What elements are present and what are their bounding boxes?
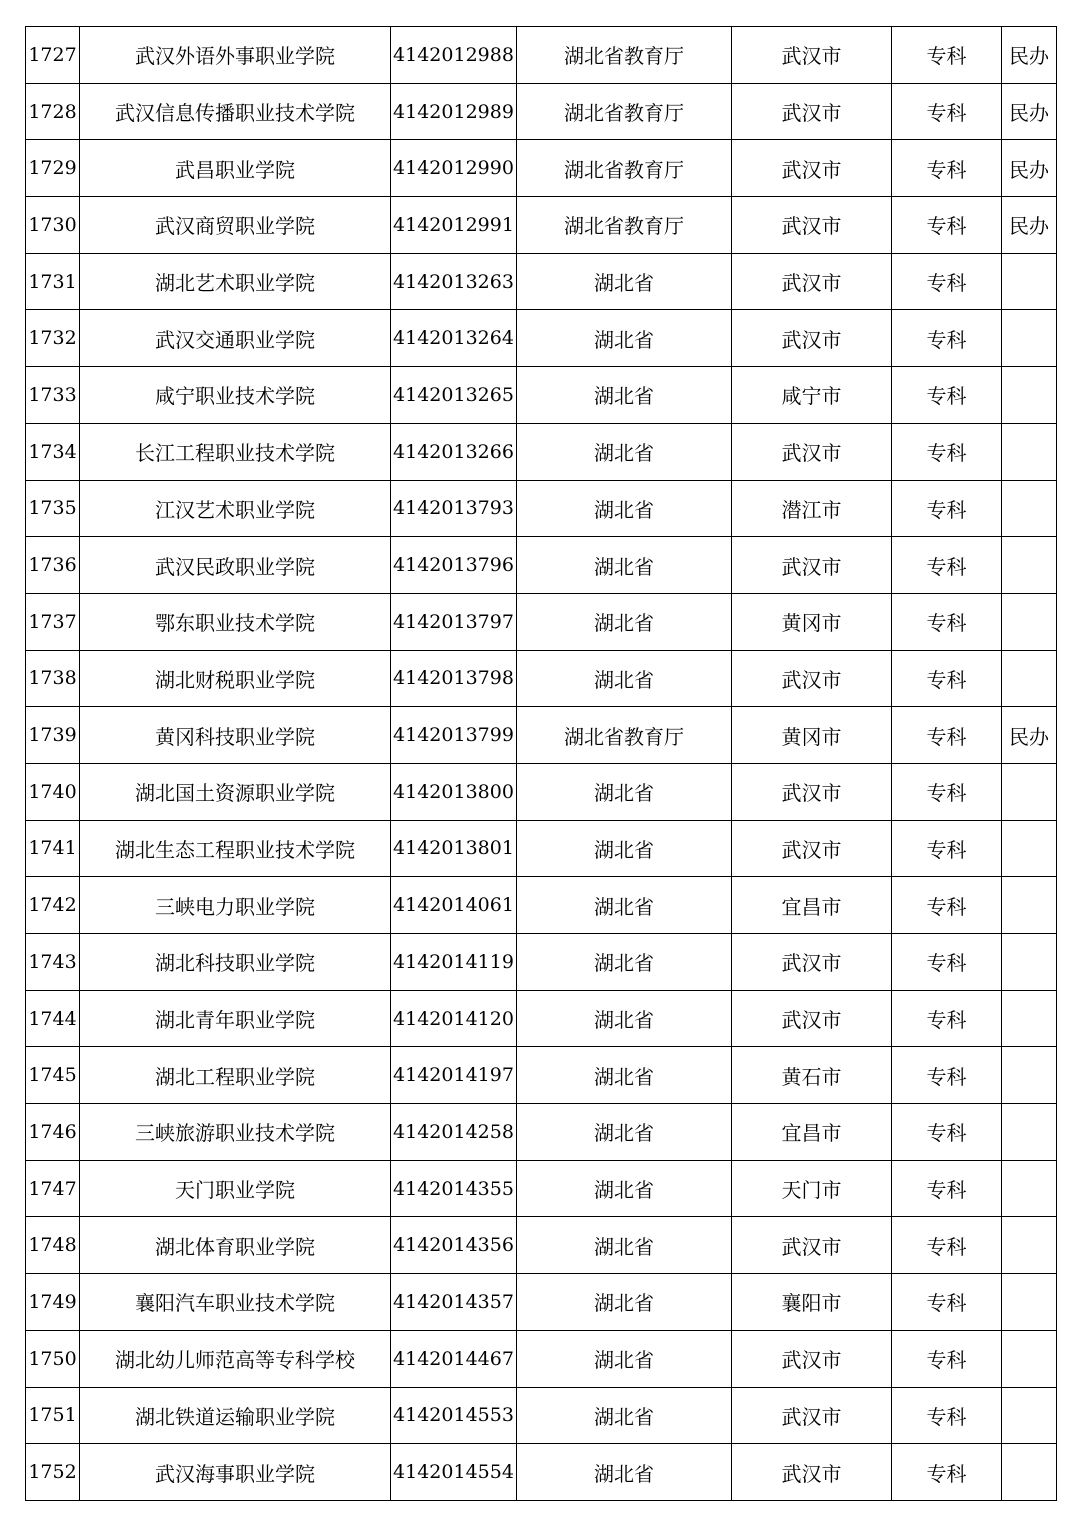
- city-cell: 黄冈市: [732, 707, 892, 764]
- city-cell: 武汉市: [732, 934, 892, 991]
- note-cell: [1002, 1104, 1057, 1161]
- institution-code-cell: 4142013263: [391, 253, 517, 310]
- city-cell: 武汉市: [732, 820, 892, 877]
- table-row: [26, 1104, 1057, 1161]
- level-cell: 专科: [892, 310, 1002, 367]
- institution-name-cell: 三峡旅游职业技术学院: [80, 1104, 391, 1161]
- table-row: [26, 367, 1057, 424]
- city-cell: 宜昌市: [732, 877, 892, 934]
- city-cell: 武汉市: [732, 310, 892, 367]
- row-number-cell: 1732: [26, 310, 80, 367]
- level-cell: 专科: [892, 593, 1002, 650]
- authority-cell: 湖北省: [517, 1217, 732, 1274]
- institution-code-cell: 4142014553: [391, 1387, 517, 1444]
- note-cell: [1002, 367, 1057, 424]
- row-number-cell: 1744: [26, 990, 80, 1047]
- note-cell: [1002, 650, 1057, 707]
- table-row: [26, 1330, 1057, 1387]
- table-row: [26, 423, 1057, 480]
- note-cell: [1002, 1444, 1057, 1501]
- institution-name-cell: 湖北体育职业学院: [80, 1217, 391, 1274]
- institution-code-cell: 4142012988: [391, 27, 517, 84]
- row-number-cell: 1734: [26, 423, 80, 480]
- level-cell: 专科: [892, 763, 1002, 820]
- institution-code-cell: 4142014119: [391, 934, 517, 991]
- note-cell: 民办: [1002, 707, 1057, 764]
- row-number-cell: 1752: [26, 1444, 80, 1501]
- institution-code-cell: 4142013801: [391, 820, 517, 877]
- institution-name-cell: 湖北铁道运输职业学院: [80, 1387, 391, 1444]
- city-cell: 武汉市: [732, 197, 892, 254]
- institution-name-cell: 鄂东职业技术学院: [80, 593, 391, 650]
- note-cell: [1002, 934, 1057, 991]
- authority-cell: 湖北省: [517, 990, 732, 1047]
- institution-name-cell: 黄冈科技职业学院: [80, 707, 391, 764]
- institution-code-cell: 4142013798: [391, 650, 517, 707]
- institution-name-cell: 湖北财税职业学院: [80, 650, 391, 707]
- institution-code-cell: 4142013265: [391, 367, 517, 424]
- level-cell: 专科: [892, 1047, 1002, 1104]
- city-cell: 武汉市: [732, 140, 892, 197]
- authority-cell: 湖北省教育厅: [517, 140, 732, 197]
- city-cell: 黄石市: [732, 1047, 892, 1104]
- authority-cell: 湖北省: [517, 1047, 732, 1104]
- city-cell: 武汉市: [732, 1387, 892, 1444]
- row-number-cell: 1746: [26, 1104, 80, 1161]
- row-number-cell: 1728: [26, 83, 80, 140]
- institution-code-cell: 4142013799: [391, 707, 517, 764]
- city-cell: 武汉市: [732, 537, 892, 594]
- city-cell: 武汉市: [732, 990, 892, 1047]
- note-cell: 民办: [1002, 83, 1057, 140]
- institution-name-cell: 武汉交通职业学院: [80, 310, 391, 367]
- authority-cell: 湖北省: [517, 820, 732, 877]
- row-number-cell: 1741: [26, 820, 80, 877]
- row-number-cell: 1749: [26, 1274, 80, 1331]
- authority-cell: 湖北省: [517, 1330, 732, 1387]
- table-row: [26, 877, 1057, 934]
- city-cell: 宜昌市: [732, 1104, 892, 1161]
- row-number-cell: 1738: [26, 650, 80, 707]
- institution-name-cell: 湖北工程职业学院: [80, 1047, 391, 1104]
- city-cell: 黄冈市: [732, 593, 892, 650]
- institution-name-cell: 武汉海事职业学院: [80, 1444, 391, 1501]
- city-cell: 武汉市: [732, 27, 892, 84]
- institution-name-cell: 湖北幼儿师范高等专科学校: [80, 1330, 391, 1387]
- row-number-cell: 1743: [26, 934, 80, 991]
- note-cell: [1002, 990, 1057, 1047]
- institution-name-cell: 天门职业学院: [80, 1160, 391, 1217]
- row-number-cell: 1739: [26, 707, 80, 764]
- city-cell: 武汉市: [732, 1444, 892, 1501]
- institution-name-cell: 湖北青年职业学院: [80, 990, 391, 1047]
- note-cell: [1002, 1160, 1057, 1217]
- level-cell: 专科: [892, 1217, 1002, 1274]
- institution-name-cell: 湖北生态工程职业技术学院: [80, 820, 391, 877]
- row-number-cell: 1740: [26, 763, 80, 820]
- authority-cell: 湖北省: [517, 1160, 732, 1217]
- authority-cell: 湖北省: [517, 537, 732, 594]
- institution-name-cell: 江汉艺术职业学院: [80, 480, 391, 537]
- institution-code-cell: 4142014197: [391, 1047, 517, 1104]
- note-cell: [1002, 820, 1057, 877]
- authority-cell: 湖北省教育厅: [517, 27, 732, 84]
- institution-name-cell: 襄阳汽车职业技术学院: [80, 1274, 391, 1331]
- table-row: [26, 763, 1057, 820]
- level-cell: 专科: [892, 820, 1002, 877]
- level-cell: 专科: [892, 1104, 1002, 1161]
- institution-name-cell: 湖北国土资源职业学院: [80, 763, 391, 820]
- institution-name-cell: 咸宁职业技术学院: [80, 367, 391, 424]
- institution-code-cell: 4142013793: [391, 480, 517, 537]
- authority-cell: 湖北省: [517, 763, 732, 820]
- institution-name-cell: 武汉商贸职业学院: [80, 197, 391, 254]
- level-cell: 专科: [892, 83, 1002, 140]
- institution-name-cell: 湖北科技职业学院: [80, 934, 391, 991]
- authority-cell: 湖北省教育厅: [517, 707, 732, 764]
- note-cell: [1002, 1274, 1057, 1331]
- institution-code-cell: 4142013266: [391, 423, 517, 480]
- table-row: [26, 27, 1057, 84]
- note-cell: [1002, 423, 1057, 480]
- row-number-cell: 1736: [26, 537, 80, 594]
- table-row: [26, 253, 1057, 310]
- row-number-cell: 1748: [26, 1217, 80, 1274]
- level-cell: 专科: [892, 934, 1002, 991]
- institution-name-cell: 武汉外语外事职业学院: [80, 27, 391, 84]
- institution-code-cell: 4142014554: [391, 1444, 517, 1501]
- authority-cell: 湖北省: [517, 253, 732, 310]
- authority-cell: 湖北省: [517, 877, 732, 934]
- row-number-cell: 1727: [26, 27, 80, 84]
- row-number-cell: 1750: [26, 1330, 80, 1387]
- note-cell: [1002, 1387, 1057, 1444]
- level-cell: 专科: [892, 367, 1002, 424]
- authority-cell: 湖北省: [517, 1274, 732, 1331]
- table-row: [26, 820, 1057, 877]
- authority-cell: 湖北省: [517, 310, 732, 367]
- level-cell: 专科: [892, 253, 1002, 310]
- city-cell: 武汉市: [732, 1217, 892, 1274]
- institution-name-cell: 长江工程职业技术学院: [80, 423, 391, 480]
- institution-name-cell: 湖北艺术职业学院: [80, 253, 391, 310]
- institution-code-cell: 4142014120: [391, 990, 517, 1047]
- table-row: [26, 990, 1057, 1047]
- authority-cell: 湖北省: [517, 1104, 732, 1161]
- authority-cell: 湖北省: [517, 1444, 732, 1501]
- level-cell: 专科: [892, 990, 1002, 1047]
- institution-code-cell: 4142013797: [391, 593, 517, 650]
- row-number-cell: 1729: [26, 140, 80, 197]
- authority-cell: 湖北省: [517, 1387, 732, 1444]
- note-cell: [1002, 877, 1057, 934]
- note-cell: 民办: [1002, 27, 1057, 84]
- institution-code-cell: 4142013800: [391, 763, 517, 820]
- level-cell: 专科: [892, 1330, 1002, 1387]
- row-number-cell: 1737: [26, 593, 80, 650]
- table-row: [26, 650, 1057, 707]
- level-cell: 专科: [892, 650, 1002, 707]
- city-cell: 武汉市: [732, 650, 892, 707]
- institution-code-cell: 4142013796: [391, 537, 517, 594]
- authority-cell: 湖北省: [517, 650, 732, 707]
- table-row: [26, 1274, 1057, 1331]
- table-row: [26, 707, 1057, 764]
- note-cell: [1002, 763, 1057, 820]
- city-cell: 潜江市: [732, 480, 892, 537]
- table-row: [26, 934, 1057, 991]
- table-row: [26, 1047, 1057, 1104]
- institution-name-cell: 武昌职业学院: [80, 140, 391, 197]
- level-cell: 专科: [892, 423, 1002, 480]
- table-row: [26, 1217, 1057, 1274]
- institution-name-cell: 武汉民政职业学院: [80, 537, 391, 594]
- table-row: [26, 310, 1057, 367]
- table-row: [26, 537, 1057, 594]
- note-cell: [1002, 1330, 1057, 1387]
- note-cell: [1002, 1217, 1057, 1274]
- level-cell: 专科: [892, 140, 1002, 197]
- city-cell: 武汉市: [732, 1330, 892, 1387]
- row-number-cell: 1751: [26, 1387, 80, 1444]
- institution-code-cell: 4142014061: [391, 877, 517, 934]
- table-row: [26, 83, 1057, 140]
- note-cell: [1002, 1047, 1057, 1104]
- level-cell: 专科: [892, 27, 1002, 84]
- city-cell: 武汉市: [732, 83, 892, 140]
- institution-code-cell: 4142012989: [391, 83, 517, 140]
- level-cell: 专科: [892, 1274, 1002, 1331]
- level-cell: 专科: [892, 480, 1002, 537]
- city-cell: 咸宁市: [732, 367, 892, 424]
- note-cell: [1002, 253, 1057, 310]
- institution-code-cell: 4142014467: [391, 1330, 517, 1387]
- authority-cell: 湖北省: [517, 367, 732, 424]
- table-row: [26, 593, 1057, 650]
- institution-code-cell: 4142014356: [391, 1217, 517, 1274]
- table-row: [26, 480, 1057, 537]
- table-row: [26, 140, 1057, 197]
- city-cell: 武汉市: [732, 763, 892, 820]
- authority-cell: 湖北省教育厅: [517, 83, 732, 140]
- row-number-cell: 1731: [26, 253, 80, 310]
- institution-code-cell: 4142012991: [391, 197, 517, 254]
- table-row: [26, 197, 1057, 254]
- institution-code-cell: 4142013264: [391, 310, 517, 367]
- institution-name-cell: 三峡电力职业学院: [80, 877, 391, 934]
- level-cell: 专科: [892, 707, 1002, 764]
- institution-code-cell: 4142014355: [391, 1160, 517, 1217]
- level-cell: 专科: [892, 537, 1002, 594]
- institution-name-cell: 武汉信息传播职业技术学院: [80, 83, 391, 140]
- note-cell: [1002, 310, 1057, 367]
- note-cell: 民办: [1002, 197, 1057, 254]
- row-number-cell: 1745: [26, 1047, 80, 1104]
- level-cell: 专科: [892, 1444, 1002, 1501]
- row-number-cell: 1735: [26, 480, 80, 537]
- table-row: [26, 1387, 1057, 1444]
- row-number-cell: 1747: [26, 1160, 80, 1217]
- institution-code-cell: 4142014258: [391, 1104, 517, 1161]
- city-cell: 天门市: [732, 1160, 892, 1217]
- institution-table: [25, 26, 1057, 1501]
- authority-cell: 湖北省教育厅: [517, 197, 732, 254]
- note-cell: 民办: [1002, 140, 1057, 197]
- level-cell: 专科: [892, 877, 1002, 934]
- row-number-cell: 1742: [26, 877, 80, 934]
- authority-cell: 湖北省: [517, 934, 732, 991]
- table-row: [26, 1444, 1057, 1501]
- note-cell: [1002, 537, 1057, 594]
- table-row: [26, 1160, 1057, 1217]
- authority-cell: 湖北省: [517, 593, 732, 650]
- authority-cell: 湖北省: [517, 480, 732, 537]
- level-cell: 专科: [892, 1387, 1002, 1444]
- note-cell: [1002, 480, 1057, 537]
- city-cell: 襄阳市: [732, 1274, 892, 1331]
- authority-cell: 湖北省: [517, 423, 732, 480]
- row-number-cell: 1733: [26, 367, 80, 424]
- institution-code-cell: 4142012990: [391, 140, 517, 197]
- level-cell: 专科: [892, 197, 1002, 254]
- table-body: [26, 27, 1057, 1501]
- level-cell: 专科: [892, 1160, 1002, 1217]
- city-cell: 武汉市: [732, 423, 892, 480]
- note-cell: [1002, 593, 1057, 650]
- institution-code-cell: 4142014357: [391, 1274, 517, 1331]
- city-cell: 武汉市: [732, 253, 892, 310]
- row-number-cell: 1730: [26, 197, 80, 254]
